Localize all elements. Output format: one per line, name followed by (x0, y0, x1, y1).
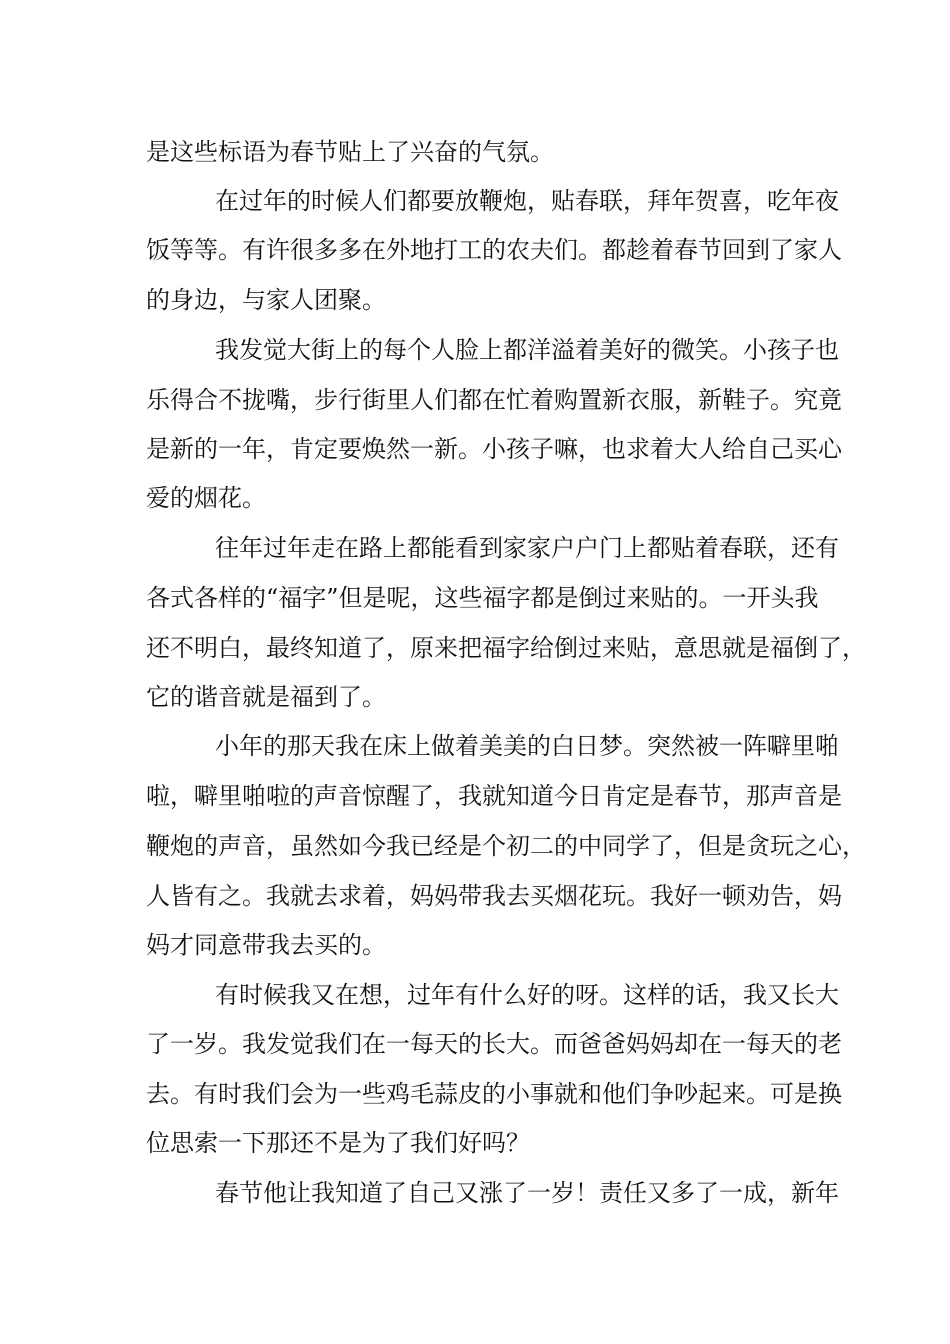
text-line: 的身边，与家人团聚。 (146, 286, 386, 314)
text-line: 各式各样的“福字”但是呢，这些福字都是倒过来贴的。一开头我 (146, 584, 819, 612)
text-line: 去。有时我们会为一些鸡毛蒜皮的小事就和他们争吵起来。可是换 (146, 1080, 842, 1108)
text-line: 还不明白，最终知道了，原来把福字给倒过来贴，意思就是福倒了， (146, 634, 866, 662)
paragraph-first-line: 有时候我又在想，过年有什么好的呀。这样的话，我又长大 (215, 981, 839, 1009)
text-line: 它的谐音就是福到了。 (146, 683, 386, 711)
paragraph-first-line: 往年过年走在路上都能看到家家户户门上都贴着春联，还有 (215, 534, 839, 562)
text-line: 位思索一下那还不是为了我们好吗？ (146, 1129, 530, 1157)
text-line: 人皆有之。我就去求着，妈妈带我去买烟花玩。我好一顿劝告，妈 (146, 882, 842, 910)
paragraph-first-line: 小年的那天我在床上做着美美的白日梦。突然被一阵噼里啪 (215, 732, 839, 760)
text-line: 啦，噼里啪啦的声音惊醒了，我就知道今日肯定是春节，那声音是 (146, 782, 842, 810)
paragraph-first-line: 我发觉大街上的每个人脸上都洋溢着美好的微笑。小孩子也 (215, 336, 839, 364)
text-line: 乐得合不拢嘴，步行街里人们都在忙着购置新衣服，新鞋子。究竟 (146, 386, 842, 414)
text-line: 是新的一年，肯定要焕然一新。小孩子嘛，也求着大人给自己买心 (146, 435, 842, 463)
text-line: 了一岁。我发觉我们在一每天的长大。而爸爸妈妈却在一每天的老 (146, 1030, 842, 1058)
text-line: 妈才同意带我去买的。 (146, 931, 386, 959)
paragraph-first-line: 在过年的时候人们都要放鞭炮，贴春联，拜年贺喜，吃年夜 (215, 187, 839, 215)
text-line: 是这些标语为春节贴上了兴奋的气氛。 (146, 138, 554, 166)
paragraph-first-line: 春节他让我知道了自己又涨了一岁！责任又多了一成，新年 (215, 1179, 839, 1207)
text-line: 爱的烟花。 (146, 484, 266, 512)
text-line: 鞭炮的声音，虽然如今我已经是个初二的中同学了，但是贪玩之心， (146, 832, 866, 860)
text-line: 饭等等。有许很多多在外地打工的农夫们。都趁着春节回到了家人 (146, 236, 842, 264)
